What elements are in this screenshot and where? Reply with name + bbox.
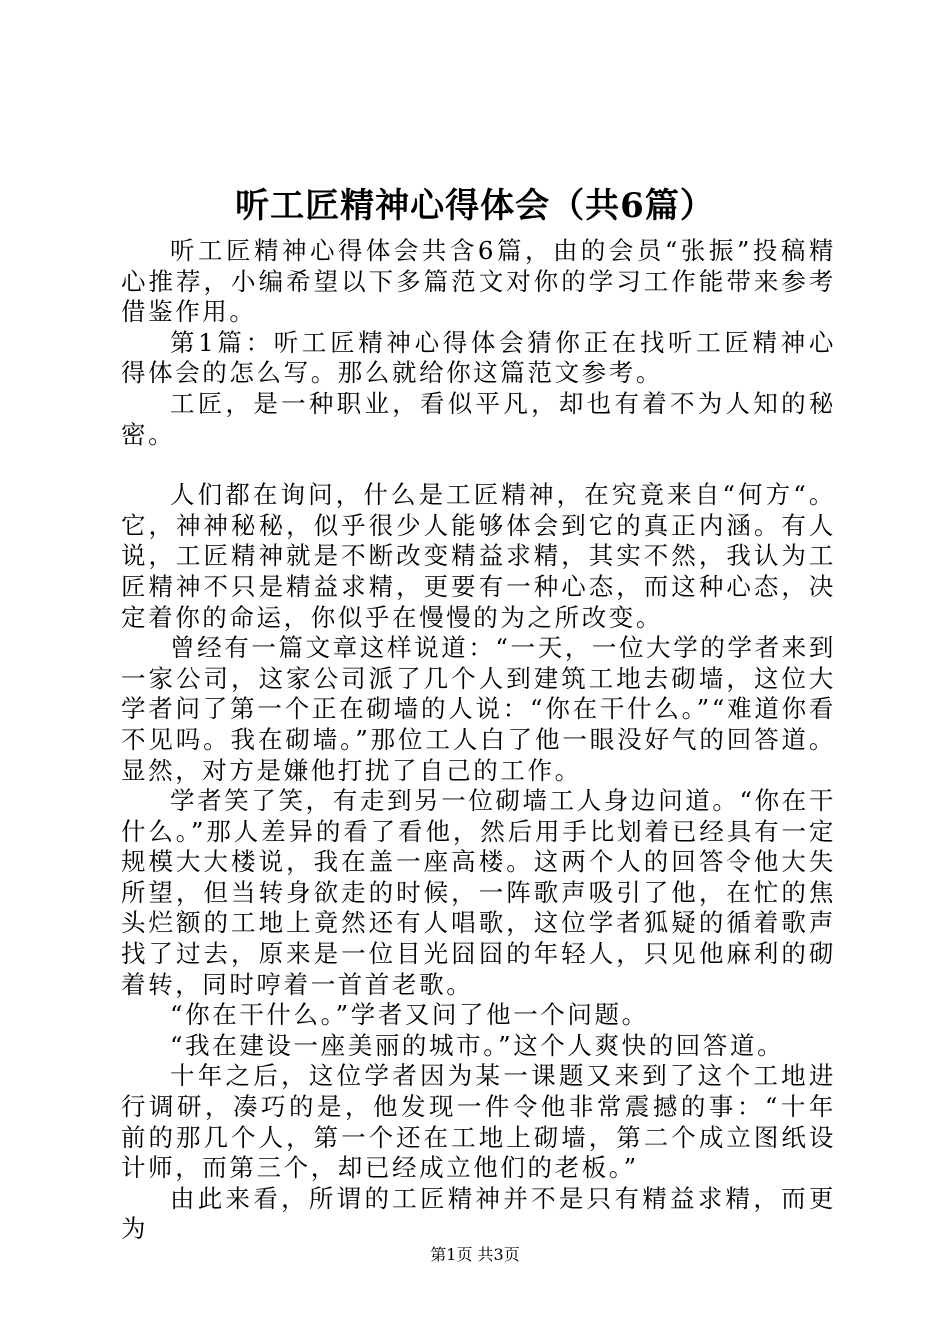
paragraph-part-one-heading: 第1篇：听工匠精神心得体会猜你正在找听工匠精神心得体会的怎么写。那么就给你这篇范文参考。: [121, 327, 836, 388]
paragraph: “我在建设一座美丽的城市。”这个人爽快的回答道。: [170, 1030, 785, 1060]
document-title: 听工匠精神心得体会（共6篇）: [235, 186, 715, 226]
paragraph: 由此来看，所谓的工匠精神并不是只有精益求精，而更为: [121, 1183, 836, 1244]
paragraph: “你在干什么。”学者又问了他一个问题。: [170, 1000, 649, 1030]
paragraph-intro: 听工匠精神心得体会共含6篇，由的会员“张振”投稿精心推荐，小编希望以下多篇范文对你的学习工作能带来参考借鉴作用。: [121, 236, 836, 327]
paragraph: 十年之后，这位学者因为某一课题又来到了这个工地进行调研，凑巧的是，他发现一件令他非常震撼的事：“十年前的那几个人，第一个还在工地上砌墙，第二个成立图纸设计师，而第三个，却已经成立他们的老板。”: [121, 1061, 836, 1183]
page-number-footer: 第1页 共3页: [430, 1245, 520, 1264]
paragraph: 工匠，是一种职业，看似平凡，却也有着不为人知的秘密。: [121, 388, 836, 449]
paragraph: 人们都在询问，什么是工匠精神，在究竟来自“何方“。它，神神秘秘，似乎很少人能够体会到它的真正内涵。有人说，工匠精神就是不断改变精益求精，其实不然，我认为工匠精神不只是精益求精，更要有一种心态，而这种心态，决定着你的命运，你似乎在慢慢的为之所改变。: [121, 480, 836, 632]
paragraph: 曾经有一篇文章这样说道：“一天，一位大学的学者来到一家公司，这家公司派了几个人到建筑工地去砌墙，这位大学者问了第一个正在砌墙的人说：“你在干什么。”“难道你看不见吗。我在砌墙。”那位工人白了他一眼没好气的回答道。显然，对方是嫌他打扰了自己的工作。: [121, 633, 836, 785]
document-body: [121, 236, 836, 1245]
paragraph: 学者笑了笑，有走到另一位砌墙工人身边问道。“你在干什么。”那人差异的看了看他，然后用手比划着已经具有一定规模大大楼说，我在盖一座高楼。这两个人的回答令他大失所望，但当转身欲走的时候，一阵歌声吸引了他，在忙的焦头烂额的工地上竟然还有人唱歌，这位学者狐疑的循着歌声找了过去，原来是一位目光囧囧的年轻人，只见他麻利的砌着转，同时哼着一首首老歌。: [121, 786, 836, 999]
